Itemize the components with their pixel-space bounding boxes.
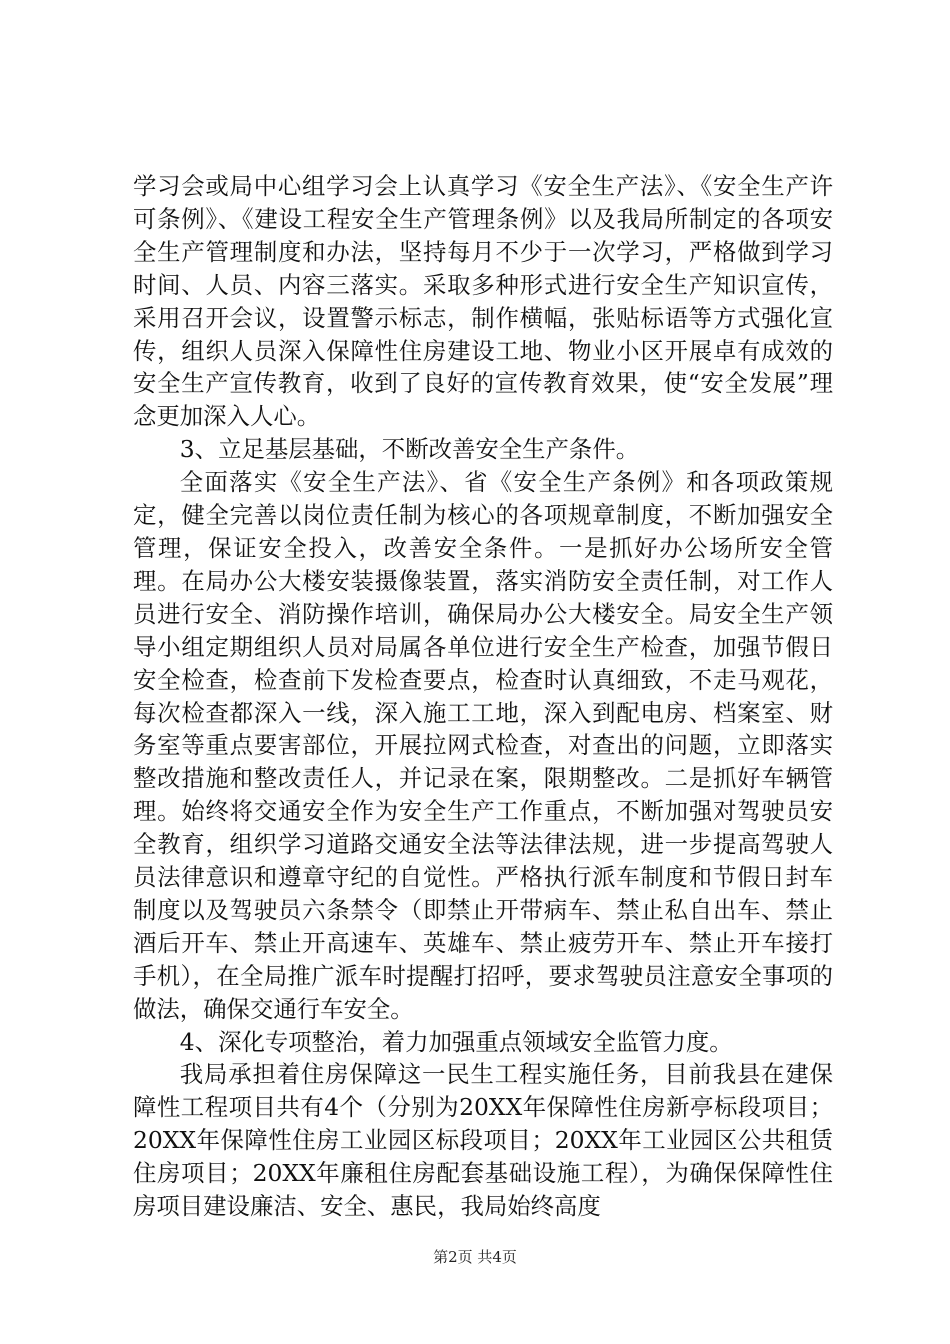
page-number-footer: 第2页 共4页 xyxy=(433,1248,517,1266)
paragraph-safety-conditions: 全面落实《安全生产法》、省《安全生产条例》和各项政策规定，健全完善以岗位责任制为核心的各项规章制度，不断加强安全管理，保证安全投入，改善安全条件。一是抓好办公场所安全管理。在局办公大楼安装摄像装置，落实消防安全责任制，对工作人员进行安全、消防操作培训，确保局办公大楼安全。局安全生产领导小组定期组织人员对局属各单位进行安全生产检查，加强节假日安全检查，检查前下发检查要点，检查时认真细致，不走马观花，每次检查都深入一线，深入施工工地，深入到配电房、档案室、财务室等重点要害部位，开展拉网式检查，对查出的问题，立即落实整改措施和整改责任人，并记录在案，限期整改。二是抓好车辆管理。始终将交通安全作为安全生产工作重点，不断加强对驾驶员安全教育，组织学习道路交通安全法等法律法规，进一步提高驾驶人员法律意识和遵章守纪的自觉性。严格执行派车制度和节假日封车制度以及驾驶员六条禁令（即禁止开带病车、禁止私自出车、禁止酒后开车、禁止开高速车、英雄车、禁止疲劳开车、禁止开车接打手机），在全局推广派车时提醒打招呼，要求驾驶员注意安全事项的做法，确保交通行车安全。 xyxy=(133,468,833,1023)
heading-4-special-rectification: 4、深化专项整治，着力加强重点领域安全监管力度。 xyxy=(179,1027,733,1056)
heading-3-grassroots: 3、立足基层基础，不断改善安全生产条件。 xyxy=(179,435,640,464)
document-body xyxy=(133,170,833,1223)
paragraph-study-publicity: 学习会或局中心组学习会上认真学习《安全生产法》、《安全生产许可条例》、《建设工程安全生产管理条例》以及我局所制定的各项安全生产管理制度和办法，坚持每月不少于一次学习，严格做到学习时间、人员、内容三落实。采取多种形式进行安全生产知识宣传，采用召开会议，设置警示标志，制作横幅，张贴标语等方式强化宣传，组织人员深入保障性住房建设工地、物业小区开展卓有成效的安全生产宣传教育，收到了良好的宣传教育效果，使“安全发展”理念更加深入人心。 xyxy=(133,172,833,431)
paragraph-housing-projects: 我局承担着住房保障这一民生工程实施任务，目前我县在建保障性工程项目共有4个（分别为20XX年保障性住房新亭标段项目；20XX年保障性住房工业园区标段项目；20XX年工业园区公共租赁住房项目；20XX年廉租住房配套基础设施工程），为确保保障性住房项目建设廉洁、安全、惠民，我局始终高度 xyxy=(133,1060,833,1221)
